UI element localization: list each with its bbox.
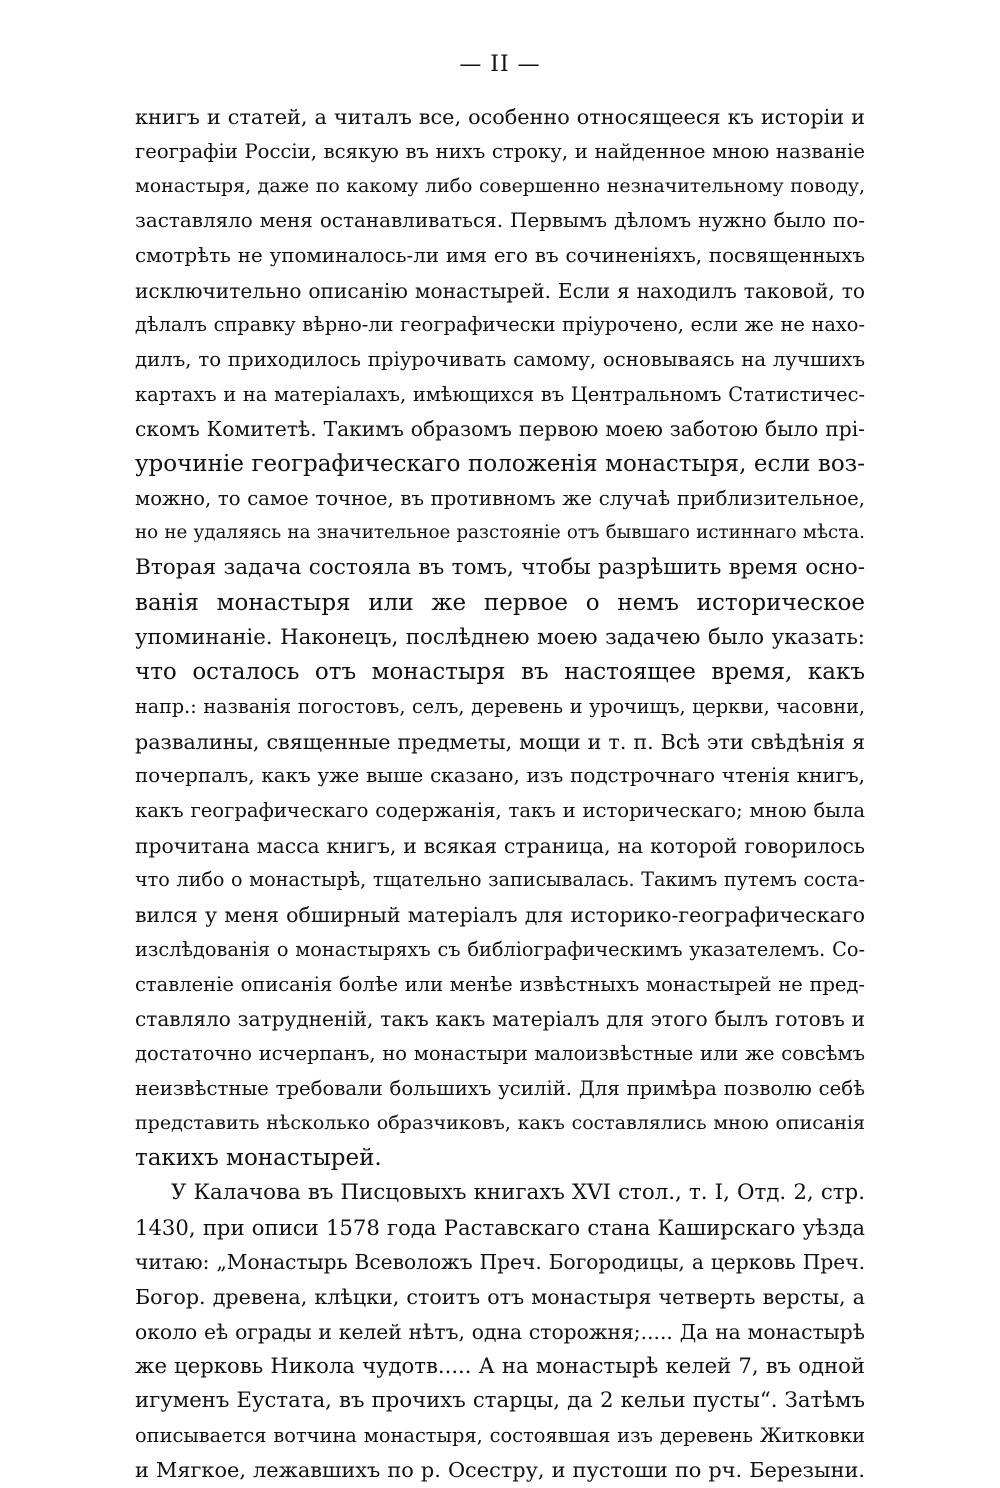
text-line: какъ географическаго содержанія, такъ и историческаго; мною была bbox=[135, 799, 865, 823]
text-line: Вторая задача состояла въ томъ, чтобы разрѣшить время осно- bbox=[135, 555, 865, 581]
text-line: развалины, священные предметы, мощи и т. п. Всѣ эти свѣдѣнія я bbox=[135, 729, 865, 754]
body-text bbox=[135, 100, 865, 1488]
text-line: но не удаляясь на значительное разстояніе отъ бывшаго истиннаго мѣста. bbox=[135, 522, 865, 544]
text-line: представить нѣсколько образчиковъ, какъ составлялись мною описанія bbox=[135, 1112, 865, 1135]
text-line: прочитана масса книгъ, и всякая страница, на которой говорилось bbox=[135, 833, 865, 858]
text-line: такихъ монастырей. bbox=[135, 1145, 382, 1172]
text-line: ставленіе описанія болѣе или менѣе извѣстныхъ монастырей не пред- bbox=[135, 972, 865, 996]
paragraph-2 bbox=[135, 1176, 865, 1488]
text-line: же церковь Никола чудотв..... А на монастырѣ келей 7, въ одной bbox=[135, 1353, 865, 1379]
text-line: У Калачова въ Писцовыхъ книгахъ XVI стол., т. I, Отд. 2, стр. bbox=[171, 1179, 865, 1205]
text-line: и Мягкое, лежавшихъ по р. Осестру, и пустоши по рч. Березыни. bbox=[135, 1458, 865, 1483]
paragraph-1 bbox=[135, 100, 865, 1176]
text-line: книгъ и статей, а читалъ все, особенно относящееся къ исторіи и bbox=[135, 105, 865, 129]
text-line: урочиніе географическаго положенія монастыря, если воз- bbox=[135, 451, 865, 478]
text-line: игуменъ Еустата, въ прочихъ старцы, да 2 кельи пусты“. Затѣмъ bbox=[135, 1388, 865, 1414]
text-line: исключительно описанію монастырей. Если я находилъ таковой, то bbox=[135, 278, 865, 303]
text-line: почерпалъ, какъ уже выше сказано, изъ подстрочнаго чтенія книгъ, bbox=[135, 764, 865, 788]
text-line: ванія монастыря или же первое о немъ историческое bbox=[135, 589, 865, 616]
text-line: Богор. древена, клѣцки, стоитъ отъ монастыря четверть версты, а bbox=[135, 1284, 865, 1309]
text-line: вился у меня обширный матеріалъ для историко-географическаго bbox=[135, 903, 865, 928]
text-line: упоминаніе. Наконецъ, послѣднею моею задачею было указать: bbox=[135, 624, 865, 650]
text-line: заставляло меня останавливаться. Первымъ дѣломъ нужно было по- bbox=[135, 209, 865, 233]
text-line: изслѣдованія о монастыряхъ съ библіографическимъ указателемъ. Со- bbox=[135, 937, 865, 961]
text-line: географіи Россіи, всякую въ нихъ строку, и найденное мною названіе bbox=[135, 139, 865, 163]
text-line: дилъ, то приходилось пріурочивать самому, основываясь на лучшихъ bbox=[135, 347, 865, 371]
text-line: что либо о монастырѣ, тщательно записывалась. Такимъ путемъ соста- bbox=[135, 868, 865, 892]
text-line: дѣлалъ справку вѣрно-ли географически пріурочено, если же не нахо- bbox=[135, 313, 865, 337]
page-number: — II — bbox=[459, 52, 541, 77]
text-line: что осталось отъ монастыря въ настоящее время, какъ bbox=[135, 659, 865, 686]
text-line: достаточно исчерпанъ, но монастыри малоизвѣстные или же совсѣмъ bbox=[135, 1041, 865, 1065]
text-line: смотрѣть не упоминалось-ли имя его въ сочиненіяхъ, посвященныхъ bbox=[135, 243, 865, 267]
text-line: 1430, при описи 1578 года Раставскаго стана Каширскаго уѣзда bbox=[135, 1214, 865, 1240]
text-line: картахъ и на матеріалахъ, имѣющихся въ Центральномъ Статистичес- bbox=[135, 382, 865, 406]
text-line: монастыря, даже по какому либо совершенно незначительному поводу, bbox=[135, 175, 865, 198]
text-line: можно, то самое точное, въ противномъ же случаѣ приблизительное, bbox=[135, 486, 865, 510]
text-line: ставляло затрудненій, такъ какъ матеріалъ для этого былъ готовъ и bbox=[135, 1007, 865, 1032]
text-line: напр.: названія погостовъ, селъ, деревень и урочищъ, церкви, часовни, bbox=[135, 694, 865, 718]
text-line: неизвѣстные требовали большихъ усилій. Для примѣра позволю себѣ bbox=[135, 1076, 865, 1100]
text-line: скомъ Комитетѣ. Такимъ образомъ первою моею заботою было прі- bbox=[135, 417, 865, 442]
text-line: описывается вотчина монастыря, состоявшая изъ деревень Житковки bbox=[135, 1423, 865, 1447]
text-line: около еѣ ограды и келей нѣтъ, одна сторожня;..... Да на монастырѣ bbox=[135, 1319, 865, 1344]
text-line: читаю: „Монастырь Всеволожъ Преч. Богородицы, а церковь Преч. bbox=[135, 1250, 865, 1275]
